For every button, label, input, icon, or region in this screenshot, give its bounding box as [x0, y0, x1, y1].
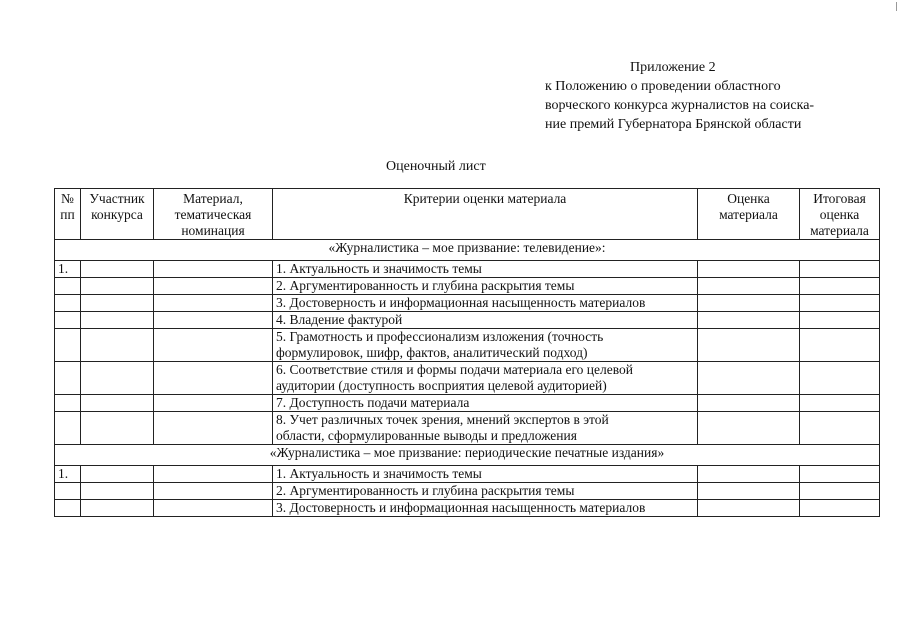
participant-cell[interactable] [81, 483, 154, 500]
table-row [55, 500, 880, 517]
final-score-cell[interactable] [800, 500, 880, 517]
appendix-line: к Положению о проведении областного [545, 79, 781, 94]
participant-cell[interactable] [81, 362, 154, 395]
criterion-line: области, сформулированные выводы и предложения [276, 428, 577, 443]
section-title: «Журналистика – мое призвание: телевидение»: [55, 240, 880, 261]
material-cell[interactable] [154, 295, 273, 312]
row-number [55, 329, 81, 362]
row-number [55, 362, 81, 395]
criterion-line: аудитории (доступность восприятия целевой аудиторией) [276, 378, 607, 393]
final-score-cell[interactable] [800, 329, 880, 362]
participant-cell[interactable] [81, 466, 154, 483]
table-row [55, 466, 880, 483]
score-cell[interactable] [698, 412, 800, 445]
final-score-cell[interactable] [800, 466, 880, 483]
score-cell[interactable] [698, 261, 800, 278]
header-score: Оценка материала [698, 189, 800, 240]
appendix-line: ние премий Губернатора Брянской области [545, 117, 802, 132]
scan-edge-mark [896, 2, 897, 11]
material-cell[interactable] [154, 395, 273, 412]
row-number [55, 278, 81, 295]
material-cell[interactable] [154, 329, 273, 362]
score-cell[interactable] [698, 312, 800, 329]
document-title: Оценочный лист [386, 159, 486, 174]
criterion-line: 7. Доступность подачи материала [276, 395, 470, 410]
participant-cell[interactable] [81, 412, 154, 445]
score-cell[interactable] [698, 466, 800, 483]
criterion-cell [273, 500, 698, 517]
criterion-cell [273, 278, 698, 295]
header-final-score: Итоговая оценка материала [800, 189, 880, 240]
criterion-line: 8. Учет различных точек зрения, мнений экспертов в этой [276, 412, 609, 427]
material-cell[interactable] [154, 500, 273, 517]
score-cell[interactable] [698, 329, 800, 362]
criterion-line: 3. Достоверность и информационная насыщенность материалов [276, 295, 646, 310]
header-material: Материал, тематическая номинация [154, 189, 273, 240]
criterion-cell [273, 329, 698, 362]
table-header-row [55, 189, 880, 240]
material-cell[interactable] [154, 278, 273, 295]
appendix-line: ворческого конкурса журналистов на соиска- [545, 98, 815, 113]
criterion-cell [273, 295, 698, 312]
participant-cell[interactable] [81, 261, 154, 278]
row-number [55, 483, 81, 500]
criterion-line: 6. Соответствие стиля и формы подачи материала его целевой [276, 362, 633, 377]
participant-cell[interactable] [81, 500, 154, 517]
final-score-cell[interactable] [800, 362, 880, 395]
appendix-heading [545, 58, 814, 134]
final-score-cell[interactable] [800, 395, 880, 412]
header-participant: Участник конкурса [81, 189, 154, 240]
criterion-line: 3. Достоверность и информационная насыщенность материалов [276, 500, 646, 515]
table-row [55, 395, 880, 412]
final-score-cell[interactable] [800, 295, 880, 312]
row-number [55, 295, 81, 312]
header-criteria: Критерии оценки материала [273, 189, 698, 240]
material-cell[interactable] [154, 483, 273, 500]
appendix-title: Приложение 2 [630, 60, 716, 75]
material-cell[interactable] [154, 312, 273, 329]
score-cell[interactable] [698, 278, 800, 295]
table-row [55, 295, 880, 312]
score-cell[interactable] [698, 395, 800, 412]
final-score-cell[interactable] [800, 483, 880, 500]
score-cell[interactable] [698, 483, 800, 500]
score-cell[interactable] [698, 500, 800, 517]
evaluation-table [54, 188, 880, 517]
section-title: «Журналистика – мое призвание: периодические печатные издания» [55, 445, 880, 466]
participant-cell[interactable] [81, 312, 154, 329]
material-cell[interactable] [154, 412, 273, 445]
material-cell[interactable] [154, 261, 273, 278]
row-number [55, 395, 81, 412]
criterion-cell [273, 412, 698, 445]
criterion-line: 4. Владение фактурой [276, 312, 403, 327]
section-row [55, 240, 880, 261]
section-row [55, 445, 880, 466]
table-row [55, 278, 880, 295]
final-score-cell[interactable] [800, 412, 880, 445]
criterion-cell [273, 483, 698, 500]
row-number: 1. [55, 261, 81, 278]
criterion-line: 2. Аргументированность и глубина раскрытия темы [276, 278, 575, 293]
row-number: 1. [55, 466, 81, 483]
table-row [55, 312, 880, 329]
criterion-line: формулировок, шифр, фактов, аналитический подход) [276, 345, 588, 360]
participant-cell[interactable] [81, 278, 154, 295]
table-row [55, 362, 880, 395]
table-body [55, 240, 880, 517]
score-cell[interactable] [698, 295, 800, 312]
criterion-cell [273, 466, 698, 483]
criterion-cell [273, 261, 698, 278]
material-cell[interactable] [154, 466, 273, 483]
criterion-cell [273, 312, 698, 329]
table-row [55, 329, 880, 362]
final-score-cell[interactable] [800, 261, 880, 278]
score-cell[interactable] [698, 362, 800, 395]
participant-cell[interactable] [81, 329, 154, 362]
criterion-cell [273, 362, 698, 395]
row-number [55, 412, 81, 445]
material-cell[interactable] [154, 362, 273, 395]
row-number [55, 500, 81, 517]
participant-cell[interactable] [81, 395, 154, 412]
criterion-line: 1. Актуальность и значимость темы [276, 261, 482, 276]
final-score-cell[interactable] [800, 278, 880, 295]
table-row [55, 483, 880, 500]
criterion-cell [273, 395, 698, 412]
header-number: № пп [55, 189, 81, 240]
final-score-cell[interactable] [800, 312, 880, 329]
participant-cell[interactable] [81, 295, 154, 312]
criterion-line: 5. Грамотность и профессионализм изложения (точность [276, 329, 604, 344]
criterion-line: 2. Аргументированность и глубина раскрытия темы [276, 483, 575, 498]
criterion-line: 1. Актуальность и значимость темы [276, 466, 482, 481]
row-number [55, 312, 81, 329]
table-row [55, 261, 880, 278]
table-row [55, 412, 880, 445]
